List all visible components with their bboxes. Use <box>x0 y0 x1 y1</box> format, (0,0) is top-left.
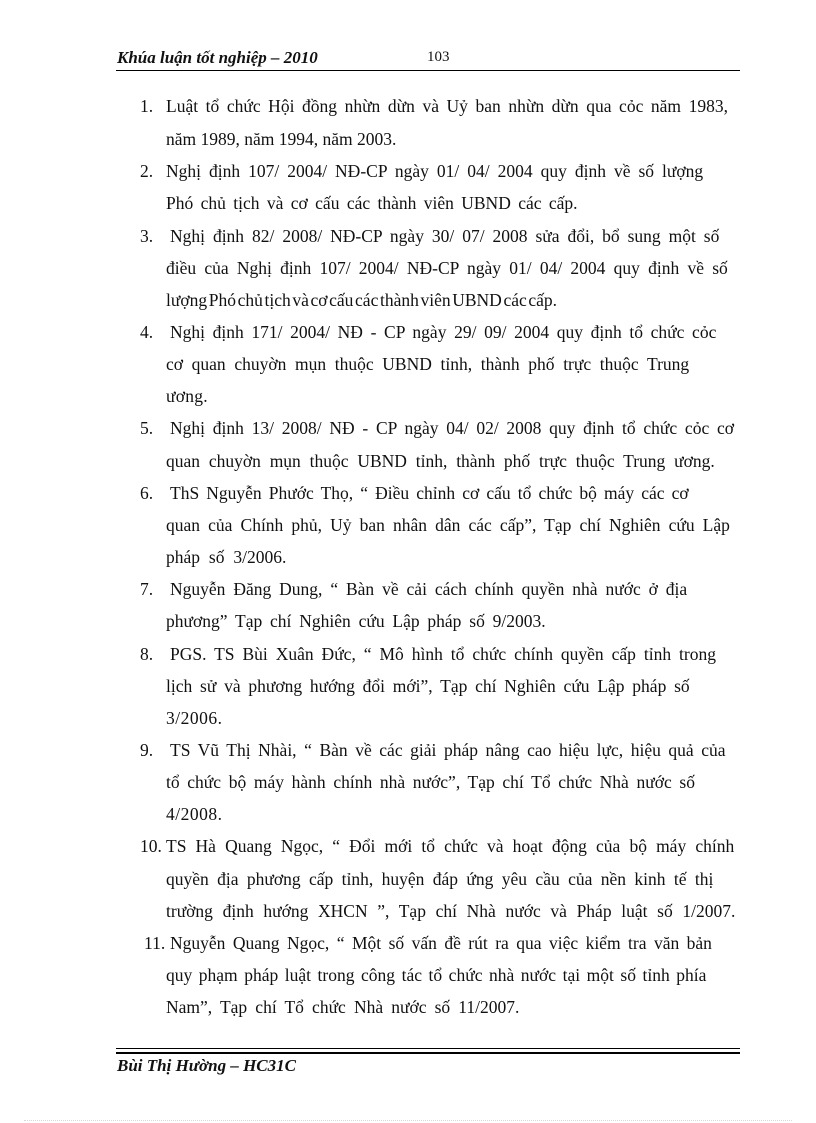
reference-number: 2. <box>140 161 154 181</box>
reference-line: năm 1989, năm 1994, năm 2003. <box>166 129 397 149</box>
reference-number: 11. <box>144 933 166 953</box>
reference-line: Nghị định 13/ 2008/ NĐ - CP ngày 04/ 02/ 2008 quy định tổ chức cỏc cơ <box>170 418 734 438</box>
reference-number: 3. <box>140 226 154 246</box>
reference-line: 3/2006. <box>166 708 223 728</box>
reference-line: tổ chức bộ máy hành chính nhà nước”, Tạp chí Tổ chức Nhà nước số <box>166 772 695 792</box>
reference-line: pháp số 3/2006. <box>166 547 287 567</box>
reference-line: TS Hà Quang Ngọc, “ Đổi mới tổ chức và hoạt động của bộ máy chính <box>166 836 735 856</box>
reference-line: cơ quan chuyờn mụn thuộc UBND tỉnh, thành phố trực thuộc Trung <box>166 354 690 374</box>
reference-line: TS Vũ Thị Nhài, “ Bàn về các giải pháp nâng cao hiệu lực, hiệu quả của <box>170 740 726 760</box>
reference-number: 10. <box>140 836 162 856</box>
reference-line: trường định hướng XHCN ”, Tạp chí Nhà nước và Pháp luật số 1/2007. <box>166 901 736 921</box>
reference-line: Nguyễn Quang Ngọc, “ Một số vấn đề rút ra qua việc kiểm tra văn bản <box>170 933 712 953</box>
reference-line: lượng Phó chủ tịch và cơ cấu các thành viên UBND các cấp. <box>166 290 558 310</box>
footer-author: Bùi Thị Hường – HC31C <box>117 1056 296 1075</box>
reference-line: Luật tổ chức Hội đồng nhừn dừn và Uỷ ban nhừn dừn qua cỏc năm 1983, <box>166 96 728 116</box>
reference-number: 9. <box>140 740 154 760</box>
reference-line: Nam”, Tạp chí Tổ chức Nhà nước số 11/2007. <box>166 997 520 1017</box>
reference-line: phương” Tạp chí Nghiên cứu Lập pháp số 9/2003. <box>166 611 546 631</box>
reference-line: Nguyễn Đăng Dung, “ Bàn về cải cách chính quyền nhà nước ở địa <box>170 579 688 599</box>
reference-line: PGS. TS Bùi Xuân Đức, “ Mô hình tổ chức chính quyền cấp tỉnh trong <box>170 644 716 664</box>
footer-rule <box>116 1048 740 1049</box>
reference-line: Nghị định 107/ 2004/ NĐ-CP ngày 01/ 04/ 2004 quy định về số lượng <box>166 161 704 181</box>
reference-line: Nghị định 82/ 2008/ NĐ-CP ngày 30/ 07/ 2008 sửa đổi, bổ sung một số <box>170 226 720 246</box>
page-bottom-dotted-line <box>24 1120 792 1121</box>
reference-line: quan của Chính phủ, Uỷ ban nhân dân các cấp”, Tạp chí Nghiên cứu Lập <box>166 515 730 535</box>
reference-line: Nghị định 171/ 2004/ NĐ - CP ngày 29/ 09/ 2004 quy định tổ chức cỏc <box>170 322 717 342</box>
reference-number: 5. <box>140 418 154 438</box>
footer-rule-thick <box>116 1052 740 1054</box>
reference-line: ThS Nguyễn Phước Thọ, “ Điều chỉnh cơ cấu tổ chức bộ máy các cơ <box>170 483 689 503</box>
reference-line: Phó chủ tịch và cơ cấu các thành viên UBND các cấp. <box>166 193 578 213</box>
header-title: Khúa luận tốt nghiệp – 2010 <box>117 48 318 67</box>
page-number: 103 <box>427 49 450 65</box>
reference-line: quyền địa phương cấp tỉnh, huyện đáp ứng yêu cầu của nền kinh tế thị <box>166 869 714 889</box>
reference-line: lịch sử và phương hướng đổi mới”, Tạp chí Nghiên cứu Lập pháp số <box>166 676 690 696</box>
reference-number: 8. <box>140 644 154 664</box>
reference-number: 4. <box>140 322 154 342</box>
reference-line: điều của Nghị định 107/ 2004/ NĐ-CP ngày 01/ 04/ 2004 quy định về số <box>166 258 728 278</box>
reference-number: 1. <box>140 96 154 116</box>
reference-line: quy phạm pháp luật trong công tác tổ chức nhà nước tại một số tỉnh phía <box>166 965 707 985</box>
reference-number: 6. <box>140 483 154 503</box>
reference-line: ương. <box>166 386 208 406</box>
reference-line: 4/2008. <box>166 804 223 824</box>
reference-number: 7. <box>140 579 154 599</box>
reference-line: quan chuyờn mụn thuộc UBND tỉnh, thành phố trực thuộc Trung ương. <box>166 451 715 471</box>
